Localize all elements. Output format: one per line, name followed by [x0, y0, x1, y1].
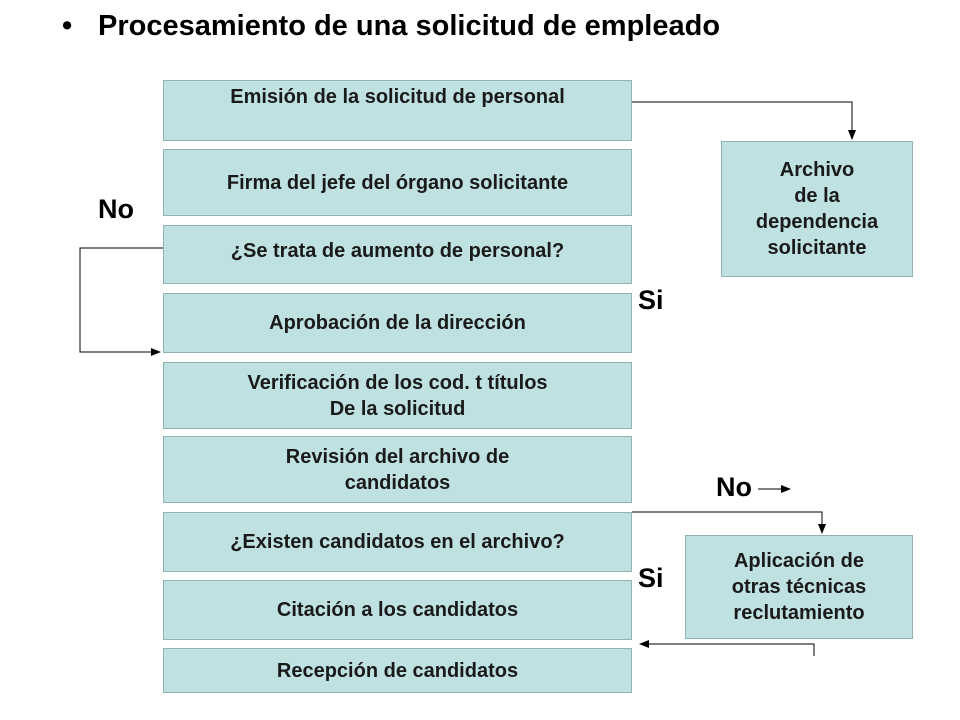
arrow-back-from-otras-tecnicas: [640, 644, 814, 656]
label-no-candidatos: No: [716, 472, 752, 502]
title-text: Procesamiento de una solicitud de empleado: [98, 10, 721, 42]
box-archivo-dependencia: Archivo de la dependencia solicitante: [721, 141, 913, 277]
label-si-candidatos: Si: [638, 563, 664, 593]
title-bullet: •: [62, 10, 73, 42]
step-existen-candidatos-question: ¿Existen candidatos en el archivo?: [163, 512, 632, 572]
step-firma-jefe: Firma del jefe del órgano solicitante: [163, 149, 632, 216]
step-revision-archivo: Revisión del archivo de candidatos: [163, 436, 632, 503]
step-aumento-personal-question: ¿Se trata de aumento de personal?: [163, 225, 632, 284]
step-verificacion-titulos: Verificación de los cod. t títulos De la solicitud: [163, 362, 632, 429]
step-recepcion-candidatos: Recepción de candidatos: [163, 648, 632, 693]
step-emision-solicitud: Emisión de la solicitud de personal: [163, 80, 632, 141]
arrow-to-otras-tecnicas: [632, 512, 822, 533]
label-no-aumento: No: [98, 194, 134, 224]
box-otras-tecnicas: Aplicación de otras técnicas reclutamiento: [685, 535, 913, 639]
arrow-no-aumento: [80, 248, 163, 352]
arrow-to-archivo: [632, 102, 852, 139]
label-si-aumento: Si: [638, 285, 664, 315]
step-citacion-candidatos: Citación a los candidatos: [163, 580, 632, 640]
step-aprobacion-direccion: Aprobación de la dirección: [163, 293, 632, 353]
